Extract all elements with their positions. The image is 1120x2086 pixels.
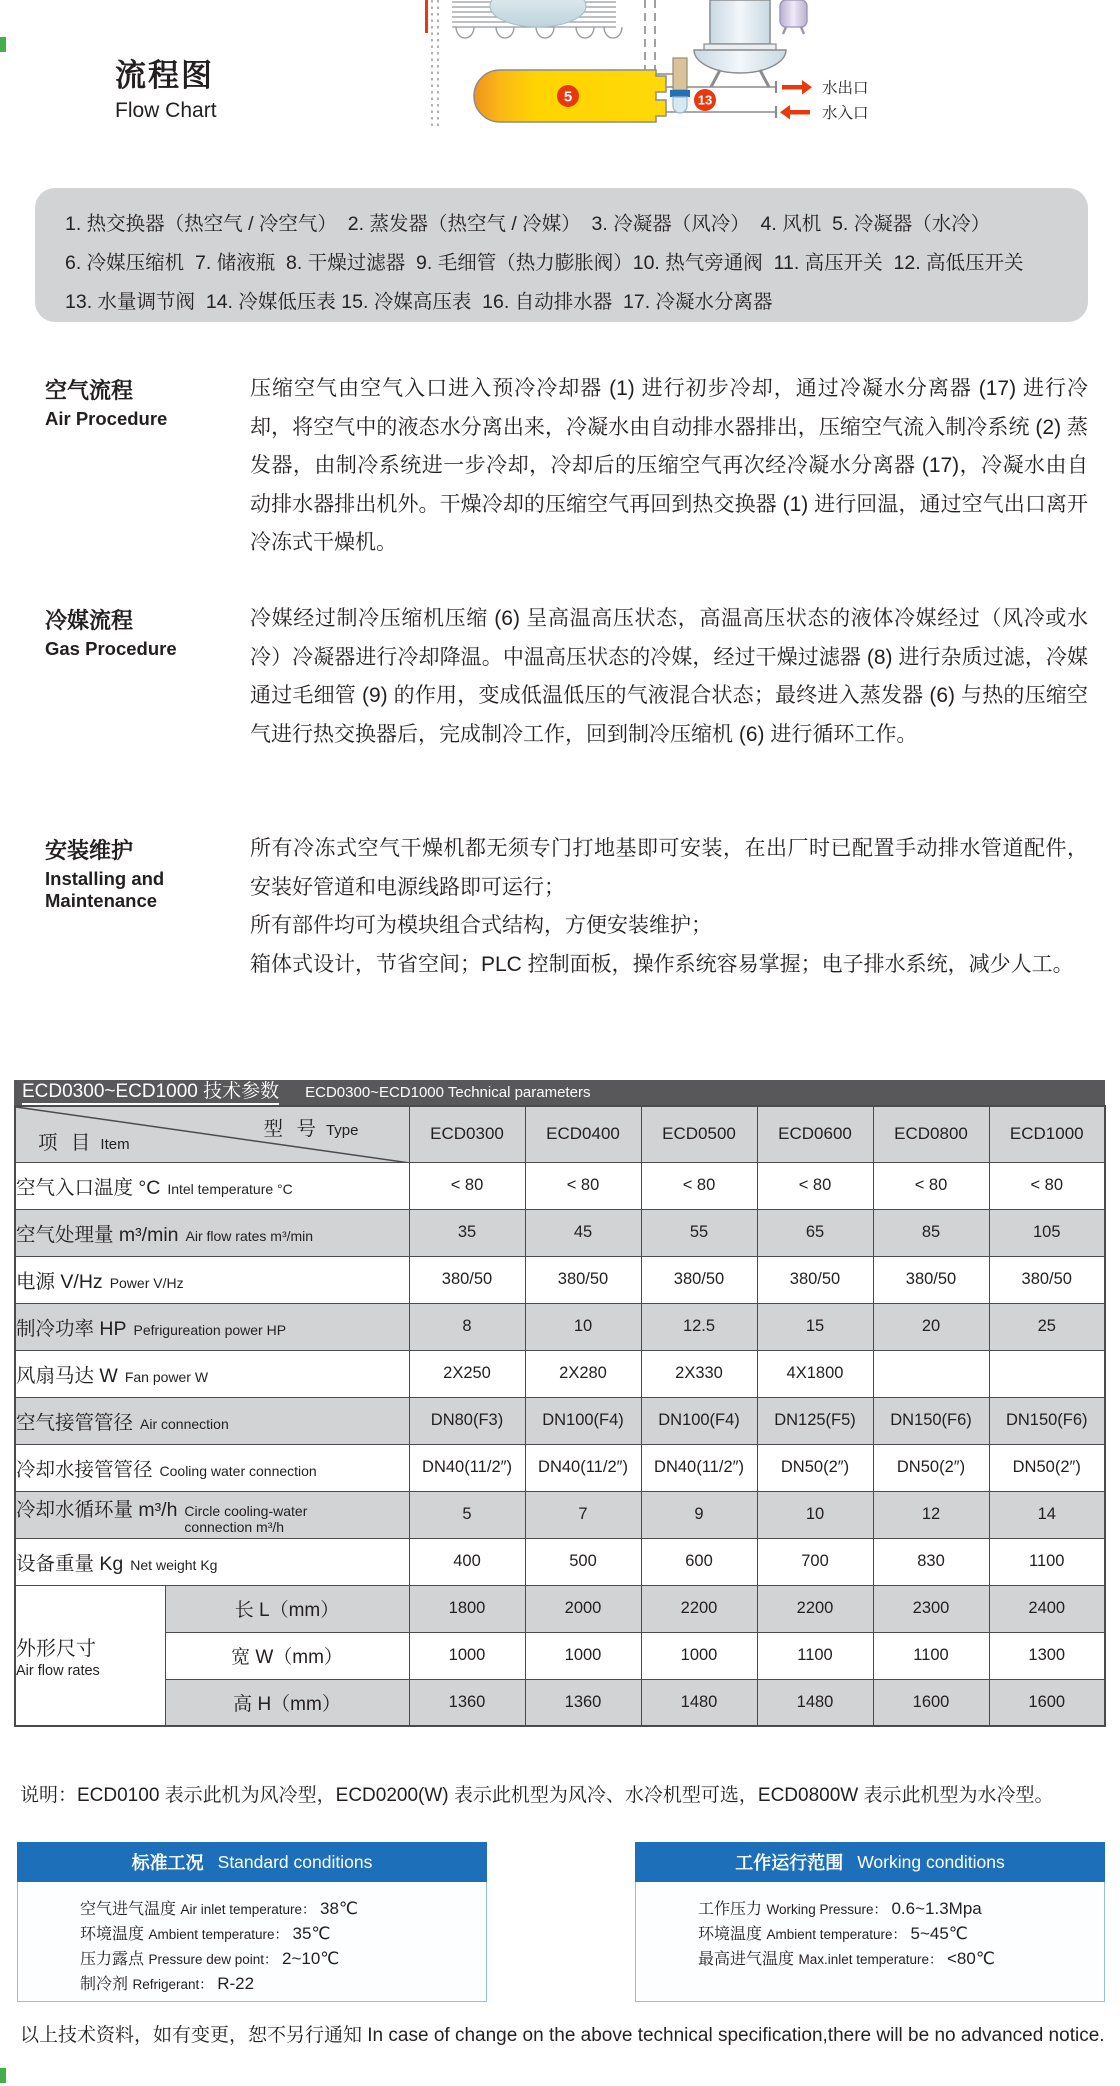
section-label-en: Air Procedure — [45, 408, 168, 429]
table-row — [15, 1538, 1105, 1585]
section-label-zh: 空气流程 — [45, 378, 134, 403]
param-value-cell: 14 — [989, 1491, 1105, 1538]
water-flow-arrows — [780, 80, 812, 120]
paragraph: 压缩空气由空气入口进入预冷冷却器 (1) 进行初步冷却，通过冷凝水分离器 (17) 进行冷却，将空气中的液态水分离出来，冷凝水由自动排水器排出，压缩空气流入制冷系统 (2) 蒸发器，由制冷系统进一步冷却，冷却后的压缩空气再次经冷凝水分离器 (17)，冷凝水由自动排水器排出机外。干燥冷却的压缩空气再回到热交换器 (1) 进行回温，通过空气出口离开冷冻式干燥机。 — [250, 377, 1088, 554]
badge-5 — [557, 85, 579, 107]
model-header: ECD0300 — [409, 1106, 525, 1162]
condition-row: 环境温度 Ambient temperature： 5~45℃ — [698, 1924, 968, 1943]
disclaimer: 以上技术资料，如有变更，恕不另行通知 In case of change on the above technical specification,there will be no advanced notice. — [20, 2025, 1105, 2046]
param-value-cell: DN50(2″) — [757, 1444, 873, 1491]
model-header: ECD0400 — [525, 1106, 641, 1162]
condition-row: 环境温度 Ambient temperature： 35℃ — [80, 1924, 331, 1943]
param-value-cell: < 80 — [641, 1162, 757, 1209]
param-value-cell: 12.5 — [641, 1303, 757, 1350]
working-conditions-body — [636, 1882, 1104, 1970]
corner-type-label: 型 号 Type — [263, 1118, 359, 1140]
param-value-cell: 600 — [641, 1538, 757, 1585]
param-value-cell: 105 — [989, 1209, 1105, 1256]
param-value-cell: 380/50 — [989, 1256, 1105, 1303]
table-corner-cell — [15, 1106, 409, 1162]
param-value-cell: 380/50 — [641, 1256, 757, 1303]
param-label-cell: 冷却水循环量 m³/h Circle cooling-water connection m³/h — [15, 1491, 409, 1538]
param-value-cell: 20 — [873, 1303, 989, 1350]
table-row — [15, 1256, 1105, 1303]
paragraph: 冷媒经过制冷压缩机压缩 (6) 呈高温高压状态，高温高压状态的液体冷媒经过（风冷或水冷）冷凝器进行冷却降温。中温高压状态的冷媒，经过干燥过滤器 (8) 进行杂质过滤，冷媒通过毛细管 (9) 的作用，变成低温低压的气液混合状态；最终进入蒸发器 (6) 与热的压缩空气进行热交换器后，完成制冷工作，回到制冷压缩机 (6) 进行循环工作。 — [250, 607, 1088, 746]
table-row — [15, 1585, 1105, 1632]
standard-conditions-header: 标准工况 Standard conditions — [17, 1842, 487, 1882]
param-value-cell: DN50(2″) — [873, 1444, 989, 1491]
component-legend — [35, 188, 1088, 322]
model-header: ECD0800 — [873, 1106, 989, 1162]
condition-row: 最高进气温度 Max.inlet temperature： <80℃ — [698, 1949, 995, 1968]
table-row — [15, 1350, 1105, 1397]
param-value-cell: 380/50 — [757, 1256, 873, 1303]
param-value-cell: < 80 — [757, 1162, 873, 1209]
table-row — [15, 1303, 1105, 1350]
param-value-cell: 2200 — [641, 1585, 757, 1632]
section-label — [45, 834, 240, 912]
paragraph: 所有部件均可为模块组合式结构，方便安装维护； — [250, 914, 712, 937]
table-row — [15, 1397, 1105, 1444]
param-value-cell: 1360 — [409, 1679, 525, 1726]
section-label-zh: 安装维护 — [45, 838, 134, 863]
model-header: ECD1000 — [989, 1106, 1105, 1162]
table-row — [15, 1444, 1105, 1491]
param-value-cell: 8 — [409, 1303, 525, 1350]
badge-13 — [694, 89, 716, 111]
param-value-cell: 1600 — [989, 1679, 1105, 1726]
param-value-cell: 1300 — [989, 1632, 1105, 1679]
param-value-cell: 700 — [757, 1538, 873, 1585]
flow-chart-svg — [418, 0, 873, 128]
param-value-cell: 1100 — [989, 1538, 1105, 1585]
svg-text:13: 13 — [697, 92, 713, 108]
param-value-cell: < 80 — [525, 1162, 641, 1209]
param-value-cell: DN80(F3) — [409, 1397, 525, 1444]
param-value-cell: DN40(11/2″) — [525, 1444, 641, 1491]
param-value-cell: 500 — [525, 1538, 641, 1585]
dimensions-group-cell: 外形尺寸 Air flow rates — [15, 1585, 165, 1726]
param-value-cell — [989, 1350, 1105, 1397]
param-value-cell: 380/50 — [409, 1256, 525, 1303]
section-label-en: Installing and Maintenance — [45, 868, 165, 911]
legend-line-2: 6. 冷媒压缩机 7. 储液瓶 8. 干燥过滤器 9. 毛细管（热力膨胀阀）10. 热气旁通阀 11. 高压开关 12. 高低压开关 — [65, 252, 1024, 274]
separator-vessel — [694, 0, 786, 87]
corner-item-label: 项 目 Item — [38, 1131, 130, 1154]
air-pipe-red-line — [425, 0, 428, 33]
param-value-cell: 85 — [873, 1209, 989, 1256]
param-label-cell: 设备重量 Kg Net weight Kg — [15, 1538, 409, 1585]
param-label-cell: 空气接管管径 Air connection — [15, 1397, 409, 1444]
param-label-cell: 风扇马达 W Fan power W — [15, 1350, 409, 1397]
param-value-cell: 380/50 — [525, 1256, 641, 1303]
param-value-cell: 10 — [525, 1303, 641, 1350]
model-header: ECD0500 — [641, 1106, 757, 1162]
param-value-cell: 1360 — [525, 1679, 641, 1726]
param-value-cell: 1000 — [525, 1632, 641, 1679]
param-value-cell: 5 — [409, 1491, 525, 1538]
param-value-cell: DN100(F4) — [641, 1397, 757, 1444]
section-label — [45, 604, 240, 660]
table-row — [15, 1632, 1105, 1679]
param-value-cell: 1480 — [641, 1679, 757, 1726]
param-value-cell: 2300 — [873, 1585, 989, 1632]
working-conditions-box — [635, 1842, 1105, 2002]
table-row — [15, 1162, 1105, 1209]
condition-row: 空气进气温度 Air inlet temperature： 38℃ — [80, 1899, 358, 1918]
param-value-cell: 45 — [525, 1209, 641, 1256]
dim-label-cell: 长 L（mm） — [165, 1585, 409, 1632]
param-value-cell: 400 — [409, 1538, 525, 1585]
param-value-cell: DN150(F6) — [873, 1397, 989, 1444]
param-value-cell: 4X1800 — [757, 1350, 873, 1397]
legend-line-1: 1. 热交换器（热空气 / 冷空气） 2. 蒸发器（热空气 / 冷媒） 3. 冷凝器（风冷） 4. 风机 5. 冷凝器（水冷） — [65, 213, 991, 235]
param-value-cell: DN100(F4) — [525, 1397, 641, 1444]
param-value-cell: DN40(11/2″) — [409, 1444, 525, 1491]
param-value-cell: DN40(11/2″) — [641, 1444, 757, 1491]
param-value-cell: 1100 — [757, 1632, 873, 1679]
model-naming-note: 说明：ECD0100 表示此机为风冷型，ECD0200(W) 表示此机型为风冷、水冷机型可选，ECD0800W 表示此机型为水冷型。 — [20, 1785, 1054, 1806]
param-value-cell: 2000 — [525, 1585, 641, 1632]
evaporator-blob — [490, 0, 586, 27]
param-value-cell: 12 — [873, 1491, 989, 1538]
param-value-cell: 1000 — [641, 1632, 757, 1679]
table-row — [15, 1491, 1105, 1538]
section-gas-procedure — [45, 600, 1090, 754]
section-installing-maintenance — [45, 830, 1090, 984]
param-value-cell: DN50(2″) — [989, 1444, 1105, 1491]
water-inlet-label: 水入口 — [822, 105, 869, 122]
technical-parameters-table — [14, 1105, 1106, 1727]
standard-conditions-body — [18, 1882, 486, 1995]
svg-text:5: 5 — [563, 88, 573, 106]
param-value-cell: 7 — [525, 1491, 641, 1538]
param-value-cell — [873, 1350, 989, 1397]
table-title-bar — [14, 1080, 1105, 1105]
param-value-cell: 1000 — [409, 1632, 525, 1679]
section-label-zh: 冷媒流程 — [45, 608, 134, 633]
section-label — [45, 374, 240, 430]
dim-label-cell: 高 H（mm） — [165, 1679, 409, 1726]
standard-conditions-box — [17, 1842, 487, 2002]
param-value-cell: < 80 — [989, 1162, 1105, 1209]
param-value-cell: 2X280 — [525, 1350, 641, 1397]
param-value-cell: 1800 — [409, 1585, 525, 1632]
param-value-cell: DN125(F5) — [757, 1397, 873, 1444]
condition-row: 制冷剂 Refrigerant： R-22 — [80, 1974, 255, 1993]
table-row — [15, 1209, 1105, 1256]
flow-chart-title-zh: 流程图 — [115, 58, 214, 93]
print-mark-top — [0, 37, 6, 52]
param-value-cell: DN150(F6) — [989, 1397, 1105, 1444]
model-header: ECD0600 — [757, 1106, 873, 1162]
table-title-en: ECD0300~ECD1000 Technical parameters — [305, 1084, 591, 1101]
param-value-cell: 2200 — [757, 1585, 873, 1632]
flow-chart-diagram — [418, 0, 873, 133]
working-conditions-header: 工作运行范围 Working conditions — [635, 1842, 1105, 1882]
param-value-cell: 1100 — [873, 1632, 989, 1679]
paragraph: 所有冷冻式空气干燥机都无须专门打地基即可安装，在出厂时已配置手动排水管道配件，安装好管道和电源线路即可运行； — [250, 837, 1088, 899]
param-value-cell: 2400 — [989, 1585, 1105, 1632]
table-row — [15, 1679, 1105, 1726]
param-value-cell: < 80 — [873, 1162, 989, 1209]
water-outlet-label: 水出口 — [822, 80, 869, 97]
param-label-cell: 制冷功率 HP Pefrigureation power HP — [15, 1303, 409, 1350]
param-value-cell: 380/50 — [873, 1256, 989, 1303]
param-value-cell: 35 — [409, 1209, 525, 1256]
dim-label-cell: 宽 W（mm） — [165, 1632, 409, 1679]
section-label-en: Gas Procedure — [45, 638, 177, 659]
param-value-cell: 10 — [757, 1491, 873, 1538]
paragraph: 箱体式设计，节省空间；PLC 控制面板，操作系统容易掌握；电子排水系统，减少人工。 — [250, 952, 1074, 976]
table-title-zh: ECD0300~ECD1000 技术参数 — [22, 1080, 279, 1105]
section-body — [250, 830, 1088, 984]
section-body — [250, 370, 1088, 563]
print-mark-bottom — [0, 2068, 6, 2083]
param-value-cell: 15 — [757, 1303, 873, 1350]
param-value-cell: 25 — [989, 1303, 1105, 1350]
section-air-procedure — [45, 370, 1090, 563]
param-label-cell: 电源 V/Hz Power V/Hz — [15, 1256, 409, 1303]
flow-chart-title-en: Flow Chart — [115, 99, 217, 122]
param-label-cell: 空气入口温度 °C Intel temperature °C — [15, 1162, 409, 1209]
param-value-cell: 2X250 — [409, 1350, 525, 1397]
param-label-cell: 冷却水接管管径 Cooling water connection — [15, 1444, 409, 1491]
param-value-cell: 830 — [873, 1538, 989, 1585]
param-value-cell: 9 — [641, 1491, 757, 1538]
param-value-cell: 65 — [757, 1209, 873, 1256]
param-value-cell: < 80 — [409, 1162, 525, 1209]
param-label-cell: 空气处理量 m³/min Air flow rates m³/min — [15, 1209, 409, 1256]
legend-line-3: 13. 水量调节阀 14. 冷媒低压表 15. 冷媒高压表 16. 自动排水器 17. 冷凝水分离器 — [65, 291, 773, 313]
liquid-receiver — [780, 0, 807, 34]
param-value-cell: 1480 — [757, 1679, 873, 1726]
param-value-cell: 55 — [641, 1209, 757, 1256]
flow-chart-title — [115, 50, 217, 123]
condition-row: 压力露点 Pressure dew point： 2~10℃ — [80, 1949, 340, 1968]
table-header-row — [15, 1106, 1105, 1162]
condition-row: 工作压力 Working Pressure： 0.6~1.3Mpa — [698, 1899, 982, 1918]
param-value-cell: 2X330 — [641, 1350, 757, 1397]
param-value-cell: 1600 — [873, 1679, 989, 1726]
section-body — [250, 600, 1088, 754]
